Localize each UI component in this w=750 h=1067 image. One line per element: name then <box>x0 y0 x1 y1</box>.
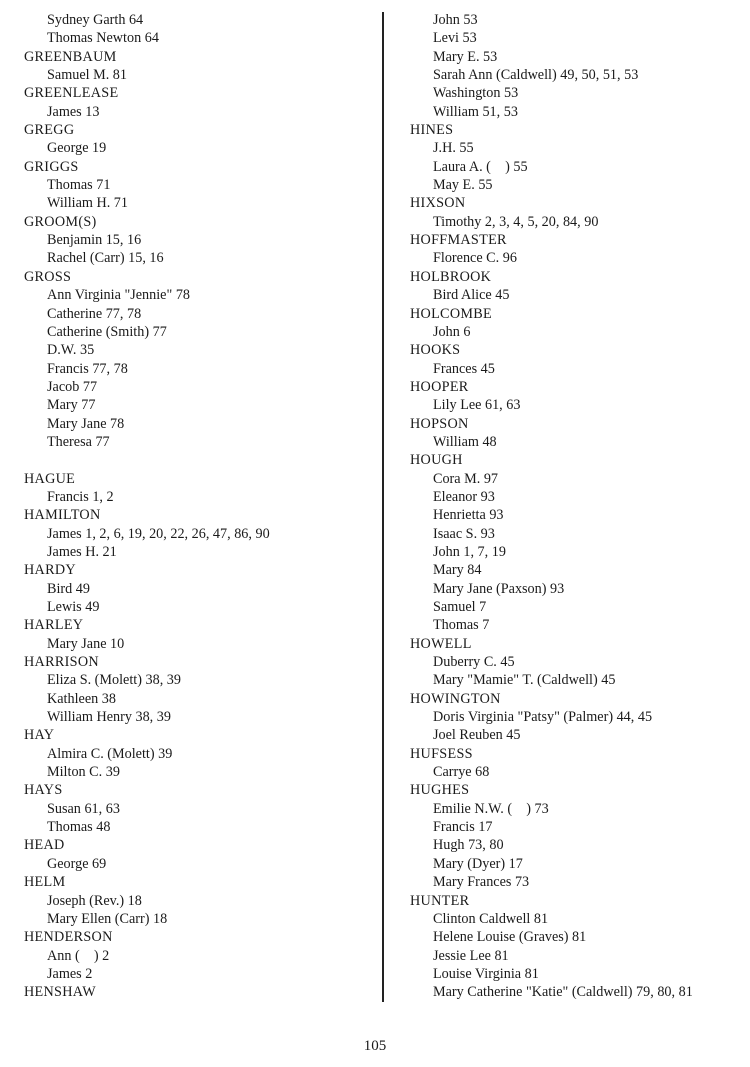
index-entry: D.W. 35 <box>47 342 95 359</box>
index-entry: Francis 17 <box>433 819 493 836</box>
index-entry: Catherine 77, 78 <box>47 305 142 322</box>
index-entry: Mary 84 <box>433 562 482 579</box>
surname-heading: HUGHES <box>410 782 470 799</box>
index-entry: Samuel M. 81 <box>47 67 127 84</box>
surname-heading: HAGUE <box>24 470 76 487</box>
index-entry: Doris Virginia "Patsy" (Palmer) 44, 45 <box>433 709 653 726</box>
index-entry: John 53 <box>433 12 478 28</box>
index-entry: John 6 <box>433 323 471 340</box>
index-entry: Mary Jane 10 <box>47 635 125 652</box>
index-entry: Duberry C. 45 <box>433 654 515 671</box>
index-entry: Cora M. 97 <box>433 470 499 487</box>
surname-heading: HEAD <box>24 837 65 854</box>
surname-heading: GROOM(S) <box>24 213 97 230</box>
index-entry: Henrietta 93 <box>433 507 504 524</box>
surname-heading: HIXSON <box>410 195 466 212</box>
index-entry: Washington 53 <box>433 85 519 102</box>
surname-heading: HAMILTON <box>24 507 101 524</box>
index-entry: Joseph (Rev.) 18 <box>47 892 142 909</box>
surname-heading: HUNTER <box>410 892 470 909</box>
surname-heading: HOLBROOK <box>410 268 492 285</box>
index-entry: Florence C. 96 <box>433 250 517 267</box>
index-entry: Joel Reuben 45 <box>433 727 521 744</box>
index-entry: Mary "Mamie" T. (Caldwell) 45 <box>433 672 616 689</box>
surname-heading: HOWELL <box>410 635 472 652</box>
index-entry: Catherine (Smith) 77 <box>47 323 167 340</box>
surname-heading: HOWINGTON <box>410 690 501 707</box>
index-entry: Eliza S. (Molett) 38, 39 <box>47 672 181 689</box>
index-entry: William 51, 53 <box>433 103 518 120</box>
index-entry: Laura A. ( ) 55 <box>433 158 528 175</box>
index-entry: Ann Virginia "Jennie" 78 <box>47 287 191 304</box>
index-entry: Almira C. (Molett) 39 <box>47 745 173 762</box>
index-entry: Mary 77 <box>47 397 96 414</box>
surname-heading: HOOPER <box>410 378 469 395</box>
index-entry: James 1, 2, 6, 19, 20, 22, 26, 47, 86, 90 <box>47 525 270 542</box>
surname-heading: HARRISON <box>24 654 99 671</box>
index-entry: Mary E. 53 <box>433 48 498 65</box>
index-entry: Isaac S. 93 <box>433 525 495 542</box>
surname-heading: GROSS <box>24 268 72 285</box>
index-entry: James H. 21 <box>47 543 117 560</box>
index-entry: George 19 <box>47 140 107 157</box>
index-entry: Samuel 7 <box>433 599 487 615</box>
index-entry: Clinton Caldwell 81 <box>433 910 549 927</box>
surname-heading: HOOKS <box>410 342 461 359</box>
index-entry: Susan 61, 63 <box>47 800 120 817</box>
surname-heading: GRIGGS <box>24 158 79 175</box>
page-number: 105 <box>363 1038 387 1054</box>
surname-heading: HOFFMASTER <box>410 232 507 249</box>
index-entry: Louise Virginia 81 <box>433 965 539 982</box>
index-entry: Timothy 2, 3, 4, 5, 20, 84, 90 <box>433 213 599 230</box>
index-entry: Bird Alice 45 <box>433 287 510 304</box>
index-entry: Levi 53 <box>433 30 477 47</box>
index-entry: Rachel (Carr) 15, 16 <box>47 250 164 267</box>
index-entry: William H. 71 <box>47 195 128 212</box>
index-entry: Mary Catherine "Katie" (Caldwell) 79, 80, 81 <box>433 984 693 1001</box>
index-entry: Carrye 68 <box>433 764 490 781</box>
surname-heading: HARLEY <box>24 617 84 634</box>
index-entry: James 2 <box>47 965 93 982</box>
index-entry: Mary (Dyer) 17 <box>433 855 523 872</box>
index-entry: May E. 55 <box>433 177 493 194</box>
surname-heading: HOPSON <box>410 415 469 432</box>
index-entry: Thomas 48 <box>47 819 111 836</box>
index-entry: William 48 <box>433 433 497 450</box>
index-entry: Ann ( ) 2 <box>47 947 110 964</box>
index-entry: Lewis 49 <box>47 599 100 615</box>
index-entry: James 13 <box>47 103 100 120</box>
index-entry: J.H. 55 <box>433 140 474 157</box>
section-gap <box>24 451 364 469</box>
index-entry: Jacob 77 <box>47 378 98 395</box>
index-entry: Hugh 73, 80 <box>433 837 504 854</box>
index-entry: Jessie Lee 81 <box>433 947 509 964</box>
index-entry: Mary Frances 73 <box>433 874 530 891</box>
index-entry: George 69 <box>47 855 107 872</box>
index-entry: Benjamin 15, 16 <box>47 232 142 249</box>
surname-heading: HINES <box>410 122 454 139</box>
index-entry: Sydney Garth 64 <box>47 12 144 28</box>
index-entry: Milton C. 39 <box>47 764 120 781</box>
index-entry: Sarah Ann (Caldwell) 49, 50, 51, 53 <box>433 67 639 84</box>
index-column-left <box>24 11 364 1002</box>
index-entry: Lily Lee 61, 63 <box>433 397 521 414</box>
surname-heading: HENSHAW <box>24 984 96 1001</box>
surname-heading: HAYS <box>24 782 63 799</box>
surname-heading: GREENLEASE <box>24 85 119 102</box>
index-entry: Kathleen 38 <box>47 690 116 707</box>
index-entry: Thomas 71 <box>47 177 111 194</box>
index-column-right <box>410 11 748 1002</box>
index-entry: Francis 77, 78 <box>47 360 128 377</box>
surname-heading: HOLCOMBE <box>410 305 493 322</box>
index-entry: Helene Louise (Graves) 81 <box>433 929 587 946</box>
index-entry: Bird 49 <box>47 580 90 597</box>
surname-heading: GREENBAUM <box>24 48 117 65</box>
surname-heading: HAY <box>24 727 55 744</box>
index-entry: Eleanor 93 <box>433 488 495 505</box>
index-entry: Emilie N.W. ( ) 73 <box>433 800 549 817</box>
index-entry: Mary Ellen (Carr) 18 <box>47 910 168 927</box>
index-entry: Mary Jane 78 <box>47 415 125 432</box>
index-entry: William Henry 38, 39 <box>47 709 171 726</box>
index-entry: Thomas 7 <box>433 617 490 634</box>
surname-heading: HELM <box>24 874 66 891</box>
surname-heading: HUFSESS <box>410 745 473 762</box>
index-entry: Thomas Newton 64 <box>47 30 159 47</box>
surname-heading: HENDERSON <box>24 929 113 946</box>
surname-heading: HOUGH <box>410 452 463 469</box>
index-entry: John 1, 7, 19 <box>433 543 506 560</box>
index-entry: Theresa 77 <box>47 433 110 450</box>
index-entry: Mary Jane (Paxson) 93 <box>433 580 565 597</box>
surname-heading: HARDY <box>24 562 76 579</box>
surname-heading: GREGG <box>24 122 75 139</box>
column-divider <box>382 12 384 1002</box>
index-entry: Frances 45 <box>433 360 495 377</box>
index-entry: Francis 1, 2 <box>47 488 114 505</box>
